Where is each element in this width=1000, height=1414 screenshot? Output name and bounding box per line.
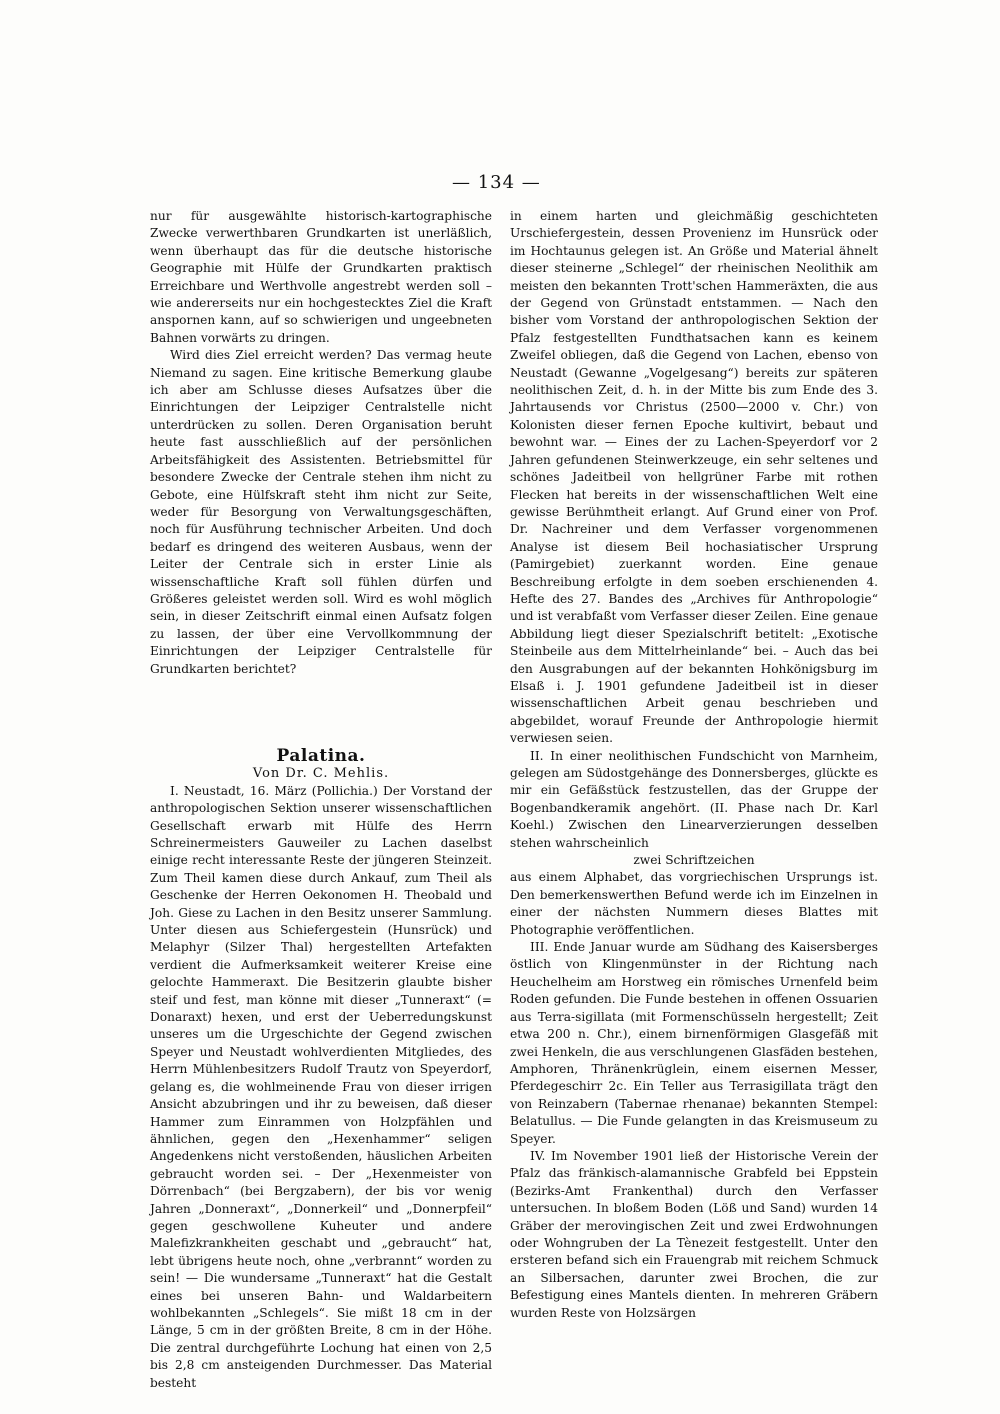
- paragraph: in einem harten und gleichmäßig geschichteten Urschiefergestein, dessen Provenienz im Hunsrück oder im Hochtaunus gelegen ist. An Größe und Material ähnelt dieser steinerne „Schlegel“ der rheinischen Neolithik am meisten den bekannten Trott'schen Hammeräxten, die aus der Gegend von Grünstadt entstammen. — Nach den bisher vom Vorstand der anthropologischen Sektion der Pfalz festgestellten Fundthatsachen kann es keinem Zweifel obliegen, daß die Gegend von Lachen, ebenso von Neustadt (Gewanne „Vogelgesang“) bereits zur späteren neolithischen Zeit, d. h. in der Mitte bis zum Ende des 3. Jahrtausends vor Christus (2500—2000 v. Chr.) von Kolonisten dieser fernen Epoche kultivirt, bebaut und bewohnt war. — Eines der zu Lachen-Speyerdorf vor 2 Jahren gefundenen Steinwerkzeuge, ein sehr seltenes und schönes Jadeitbeil von hellgrüner Farbe mit rothen Flecken hat bereits in der wissenschaftlichen Welt eine gewisse Berühmtheit erlangt. Auf Grund einer von Prof. Dr. Nachreiner und dem Verfasser vorgenommenen Analyse ist diesem Beil hochasiatischer Ursprung (Pamirgebiet) zuerkannt worden. Eine genaue Beschreibung erfolgte in dem soeben erschienenden 4. Hefte des 27. Bandes des „Archives für Anthropologie“ und ist verabfaßt vom Verfasser dieser Zeilen. Eine genaue Abbildung liegt dieser Spezialschrift betitelt: „Exotische Steinbeile aus dem Mittelrheinlande“ bei. – Auch das bei den Ausgrabungen auf der bekannten Hohkönigsburg im Elsaß i. J. 1901 gefundene Jadeitbeil ist in dieser wissenschaftlichen Arbeit genau beschrieben und abgebildet, worauf Freunde der Anthropologie hiermit verwiesen seien.: [510, 209, 878, 746]
- article-title: Palatina.: [276, 745, 366, 766]
- paragraph: nur für ausgewählte historisch-kartographische Zwecke verwerthbaren Grundkarten ist unerläßlich, wenn überhaupt das für die deutsche historische Geographie mit Hülfe der Grundkarten praktisch Erreichbare und Werthvolle angestrebt werden soll – wie andererseits nur ein hochgestecktes Ziel die Kraft anspornen kann, auf so schwierigen und ungeebneten Bahnen vorwärts zu dringen.: [150, 209, 492, 345]
- paragraph: IV. Im November 1901 ließ der Historische Verein der Pfalz das fränkisch-alamannische Grabfeld bei Eppstein (Bezirks-Amt Frankenthal) durch den Verfasser untersuchen. In bloßem Boden (Löß und Sand) wurden 14 Gräber der merovingischen Zeit und zwei Erdwohnungen oder Wohngruben der La Tènezeit festgestellt. Unter den ersteren befand sich ein Frauengrab mit reichem Schmuck an Silbersachen, darunter zwei Brochen, die zur Befestigung eines Mantels dienten. In mehreren Gräbern wurden Reste von Holzsärgen: [510, 1148, 878, 1320]
- section-gap: [150, 678, 492, 748]
- byline: Von Dr. C. Mehlis.: [252, 766, 390, 782]
- paragraph: II. In einer neolithischen Fundschicht von Marnheim, gelegen am Südostgehänge des Donnersberges, glückte es mir ein Gefäßstück festzustellen, das der Gruppe der Bogenbandkeramik angehört. (II. Phase nach Dr. Karl Koehl.) Zwischen den Linearverzierungen desselben stehen wahrscheinlich: [510, 748, 878, 850]
- paragraph: I. Neustadt, 16. März (Pollichia.) Der Vorstand der anthropologischen Sektion unserer wissenschaftlichen Gesellschaft erwarb mit Hülfe des Herrn Schreinermeisters Gauweiler zu Lachen daselbst einige recht interessante Reste der jüngeren Steinzeit. Zum Theil kamen diese durch Ankauf, zum Theil als Geschenke der Herren Oekonomen H. Theobald und Joh. Giese zu Lachen in den Besitz unserer Sammlung. Unter diesen aus Schiefergestein (Hunsrück) und Melaphyr (Silzer Thal) hergestellten Artefakten verdient die Aufmerksamkeit weiterer Kreise eine gelochte Hammeraxt. Die Besitzerin glaubte bisher steif und fest, man könne mit dieser „Tunneraxt“ (= Donaraxt) hexen, und erst der Ueberredungskunst unseres um die Urgeschichte der Gegend zwischen Speyer und Neustadt wohlverdienten Mitgliedes, des Herrn Mühlenbesitzers Rudolf Trautz von Speyerdorf, gelang es, die wohlmeinende Frau von dieser irrigen Ansicht abzubringen und ihr zu beweisen, daß dieser Hammer zum Einrammen von Holzpfählen und ähnlichen, gegen den „Hexenhammer“ seligen Angedenkens nicht verstoßenden, häuslichen Arbeiten gebraucht worden sei. – Der „Hexenmeister von Dörrenbach“ (bei Bergzabern), der bis vor wenig Jahren „Donneraxt“, „Donnerkeil“ und „Donnerpfeil“ gegen geschwollene Kuheuter und andere Malefizkrankheiten geschabt und „gebraucht“ hat, lebt übrigens heute noch, ohne „verbrannt“ worden zu sein! — Die wundersame „Tunneraxt“ hat die Gestalt eines bei unseren Bahn- und Waldarbeitern wohlbekannten „Schlegels“. Sie mißt 18 cm in der Länge, 5 cm in der größten Breite, 8 cm in der Höhe. Die zentral durchgeführte Lochung hat einen von 2,5 bis 2,8 cm ansteigenden Durchmesser. Das Material besteht: [150, 783, 492, 1390]
- centered-phrase: zwei Schriftzeichen: [633, 853, 755, 868]
- paragraph: Wird dies Ziel erreicht werden? Das vermag heute Niemand zu sagen. Eine kritische Bemerkung glaube ich aber am Schlusse dieses Aufsatzes über die Einrichtungen der Leipziger Centralstelle nicht unterdrücken zu sollen. Deren Organisation beruht heute fast ausschließlich auf der persönlichen Arbeitsfähigkeit des Assistenten. Betriebsmittel für besondere Zwecke der Centrale stehen ihm nicht zu Gebote, eine Hülfskraft steht ihm nicht zur Seite, weder für Besorgung von Verwaltungsgeschäften, noch für Ausführung technischer Arbeiten. Und doch bedarf es dringend des weiteren Ausbaus, wenn der Leiter der Centrale sich in erster Linie als wissenschaftliche Kraft soll fühlen dürfen und Größeres geleistet werden soll. Wird es wohl möglich sein, in dieser Zeitschrift einmal einen Aufsatz folgen zu lassen, der über eine Vervollkommnung der Einrichtungen der Leipziger Centralstelle für Grundkarten berichtet?: [150, 348, 492, 676]
- paragraph: III. Ende Januar wurde am Südhang des Kaisersberges östlich von Klingenmünster in der Richtung nach Heuchelheim am Horstweg ein römisches Urnenfeld beim Roden gefunden. Die Funde bestehen in offenen Ossuarien aus Terra-sigillata (mit Formenschüsseln hergestellt; Zeit etwa 200 n. Chr.), einem birnenförmigen Glasgefäß mit zwei Henkeln, die aus verschlungenen Glasfäden bestehen, Amphoren, Thränenkrüglein, einem eisernen Messer, Pferdegeschirr 2c. Ein Teller aus Terrasigillata trägt den von Reinzabern (Tabernae rhenanae) bekannten Stempel: Belatullus. — Die Funde gelangten in das Kreismuseum zu Speyer.: [510, 940, 878, 1146]
- right-column: [510, 208, 878, 1322]
- paragraph: aus einem Alphabet, das vorgriechischen Ursprungs ist. Den bemerkenswerthen Befund werde ich im Einzelnen in einer der nächsten Nummern dieses Blattes mit Photographie veröffentlichen.: [510, 870, 878, 937]
- left-column: [150, 208, 492, 1392]
